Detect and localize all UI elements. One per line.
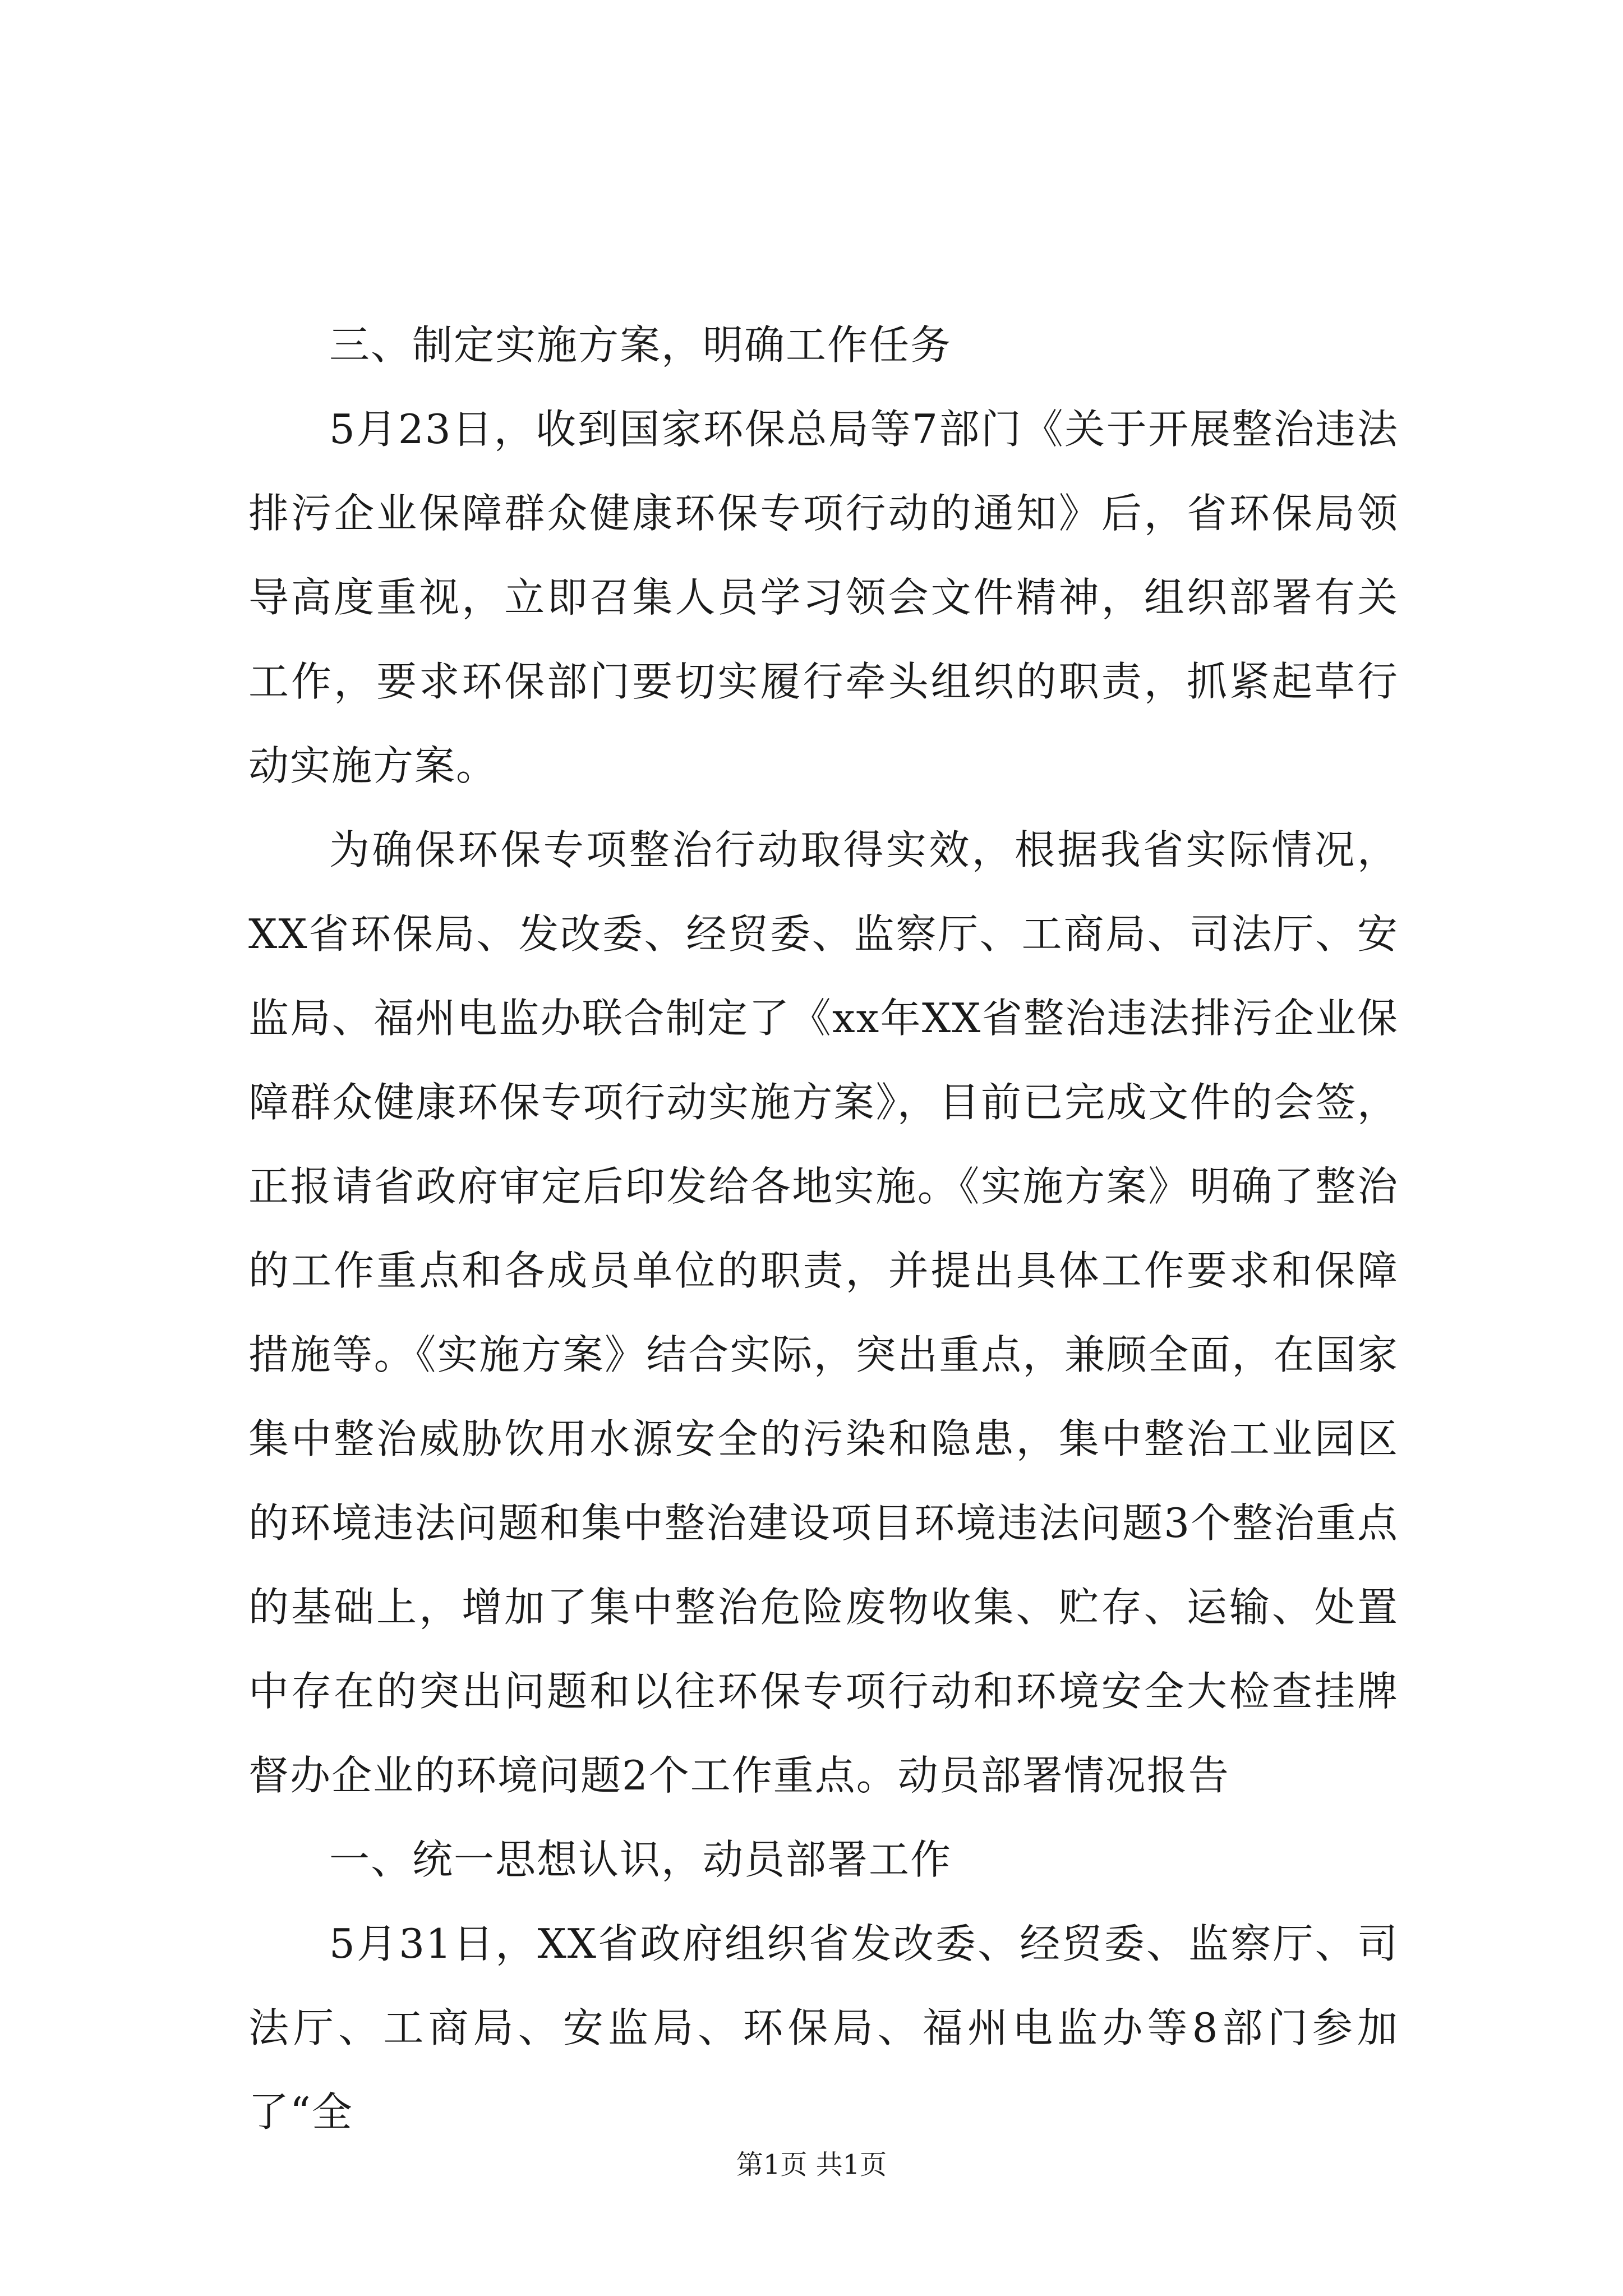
- page-footer: 第1页 共1页: [736, 2149, 887, 2180]
- body-paragraph: 5月31日，XX省政府组织省发改委、经贸委、监察厅、司法厅、工商局、安监局、环保局、福州电监办等8部门参加了“全: [248, 1920, 1399, 2136]
- body-paragraph: 为确保环保专项整治行动取得实效，根据我省实际情况，XX省环保局、发改委、经贸委、监察厅、工商局、司法厅、安监局、福州电监办联合制定了《xx年XX省整治违法排污企业保障群众健康环保专项行动实施方案》，目前已完成文件的会签，正报请省政府审定后印发给各地实施。《实施方案》明确了整治的工作重点和各成员单位的职责，并提出具体工作要求和保障措施等。《实施方案》结合实际，突出重点，兼顾全面，在国家集中整治威胁饮用水源安全的污染和隐患，集中整治工业园区的环境违法问题和集中整治建设项目环境违法问题3个整治重点的基础上，增加了集中整治危险废物收集、贮存、运输、处置中存在的突出问题和以往环保专项行动和环境安全大检查挂牌督办企业的环境问题2个工作重点。动员部署情况报告: [248, 826, 1399, 1799]
- section-heading: 一、统一思想认识，动员部署工作: [329, 1836, 952, 1883]
- body-paragraph: 5月23日，收到国家环保总局等7部门《关于开展整治违法排污企业保障群众健康环保专项行动的通知》后，省环保局领导高度重视，立即召集人员学习领会文件精神，组织部署有关工作，要求环保部门要切实履行牵头组织的职责，抓紧起草行动实施方案。: [248, 406, 1399, 789]
- document-body: [248, 303, 1399, 2154]
- section-heading: 三、制定实施方案，明确工作任务: [329, 321, 952, 369]
